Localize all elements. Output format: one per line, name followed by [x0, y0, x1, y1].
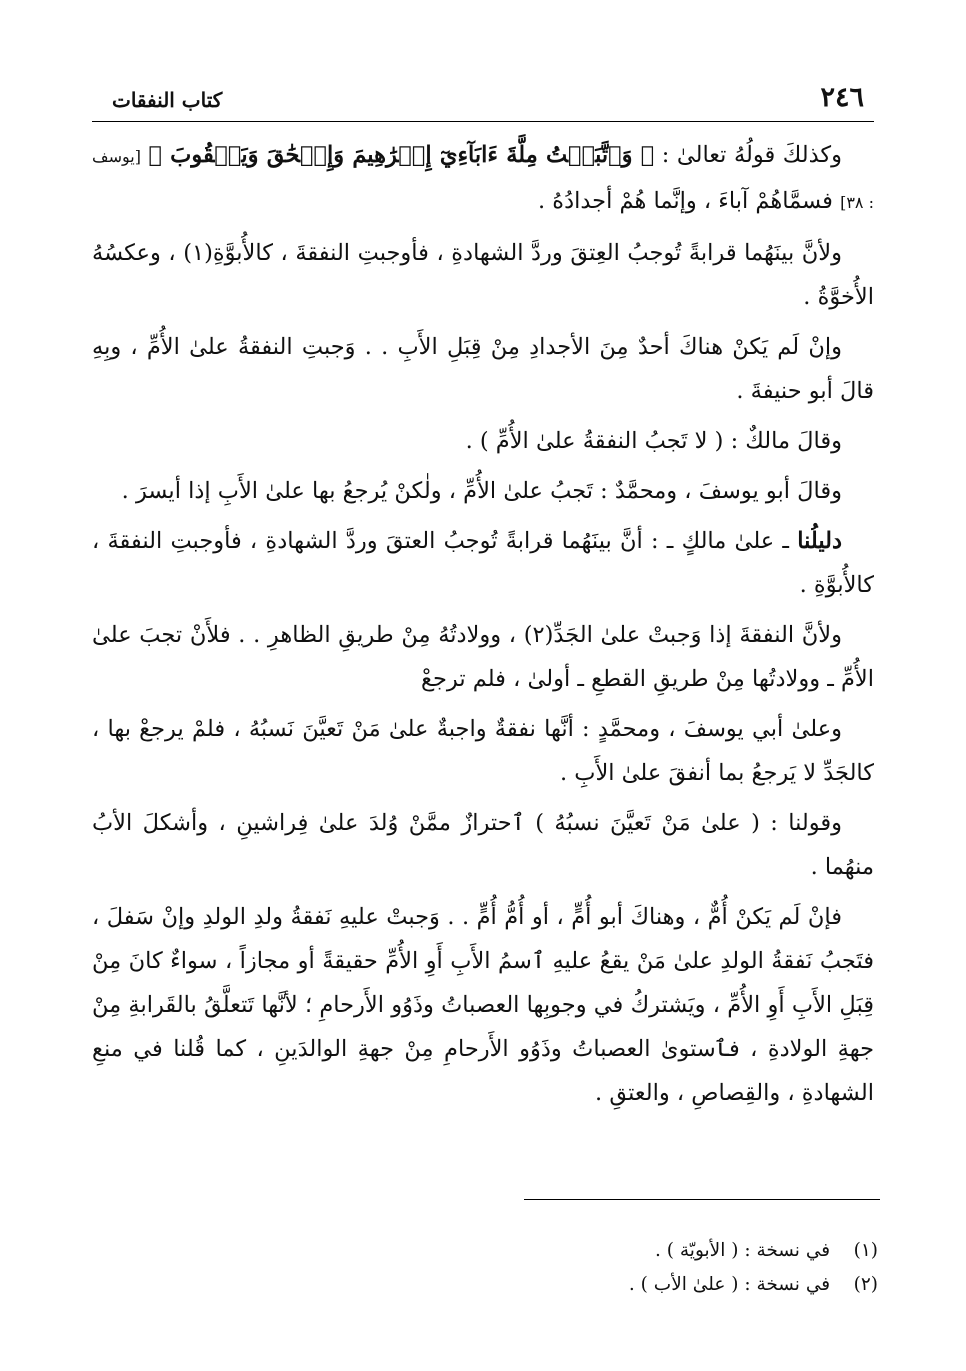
paragraph-5: وقالَ أبو يوسفَ ، ومحمَّدٌ : تَجبُ علىٰ الأُمِّ ، ولٰكنْ يُرجعُ بها علىٰ الأَبِ إذا أيسرَ . [121, 478, 842, 504]
footnote-2 [629, 1268, 878, 1302]
paragraph-3: وإنْ لَم يَكنْ هناكَ أحدٌ مِنَ الأجدادِ مِنْ قِبَلِ الأَبِ . . وَجبتِ النفقةُ علىٰ الأُمِّ ، وبِهِ قالَ أبو حنيفةَ . [92, 334, 874, 404]
paragraph-1 [92, 133, 874, 225]
page-header [92, 80, 874, 120]
paragraph-7: ولأنَّ النفقةَ إذا وَجبتْ علىٰ الجَدِّ(٢) ، وولادتُهُ مِنْ طريقِ الظاهرِ . . فلأَنْ تجبَ علىٰ الأُمِّ ـ وولادتُها مِنْ طريقِ القطعِ ـ أولىٰ ، فلم ترجعْ [92, 622, 874, 692]
paragraph-9: وقولنا : ( علىٰ مَنْ تَعيَّنَ نسبُهُ ) ٱحترازٌ ممَّنْ وُلدَ علىٰ فِراشينِ ، وأشكلَ الأبُ منهُما . [92, 810, 874, 880]
footnote-1-text: في نسخة : ( الأبويّة ) . [655, 1240, 831, 1261]
main-text [92, 133, 874, 1121]
header-divider [92, 121, 874, 122]
paragraph-6 [92, 519, 874, 607]
paragraph-6-rest: ـ علىٰ مالكٍ ـ : أنَّ بينَهُما قرابةً تُوجبُ العتقَ وردَّ الشهادةِ ، فأوجبتِ النفقةَ ، كالأُبوَّةِ . [92, 528, 874, 598]
quran-verse: ﴿ وَٱتَّبَعۡتُ مِلَّةَ ءَابَآءِيٓ إِبۡرَٰهِيمَ وَإِسۡحَٰقَ وَيَعۡقُوبَ ﴾ [148, 142, 655, 168]
paragraph-2: ولأنَّ بينَهُما قرابةً تُوجبُ العِتقَ وردَّ الشهادةِ ، فأوجبتِ النفقةَ ، كالأُبوَّةِ(١) ، وعكسُهُ الأُخوَّةُ . [92, 240, 874, 310]
footnote-1-number: (١) [853, 1240, 878, 1261]
evidence-heading: دليلُنا [797, 528, 842, 554]
paragraph-1-lead: وكذلكَ قولُهُ تعالىٰ : [654, 142, 842, 168]
paragraph-1-rest: فسمَّاهُمْ آباءَ ، وإنَّما هُمْ أجدادُهُ . [538, 188, 833, 214]
verse-reference: [يوسف : ٣٨] [92, 147, 874, 212]
footnote-2-number: (٢) [853, 1274, 878, 1295]
paragraph-8: وعلىٰ أبي يوسفَ ، ومحمَّدٍ : أنَّها نفقةٌ واجبةٌ علىٰ مَنْ تَعيَّنَ نَسبُهُ ، فلمْ يرجعْ بها ، كالجَدِّ لا يَرجعُ بما أنفقَ علىٰ الأَبِ . [92, 716, 874, 786]
footnote-2-text: في نسخة : ( علىٰ الأب ) . [628, 1274, 831, 1295]
page-number: ٢٤٦ [820, 82, 864, 113]
footnotes [629, 1234, 878, 1302]
footnote-1 [629, 1234, 878, 1268]
paragraph-10: فإنْ لَم يَكنْ أُمٌّ ، وهناكَ أبو أُمٍّ ، أو أُمُّ أُمٍّ . . وَجبتْ عليهِ نَفقةُ ولدِ الولدِ وإنْ سَفلَ ، فتَجبُ نَفقةُ الولدِ علىٰ مَنْ يقعُ عليهِ ٱسمُ الأَبِ أَوِ الأُمِّ حقيقةً أو مجازاً ، سواءٌ كانَ مِنْ قِبَلِ الأَبِ أَوِ الأُمِّ ، ويَشتركُ في وجوبِها العصباتُ وذَوُو الأَرحامِ ؛ لأنَّها تَتعلَّقُ بالقَرابةِ مِنْ جهةِ الولادةِ ، فٱستوىٰ العصباتُ وذَوُو الأَرحامِ مِنْ جهةِ الوالدَينِ ، كما قُلنا في منعِ الشهادةِ ، والقِصاصِ ، والعتقِ . [92, 904, 874, 1106]
paragraph-4: وقالَ مالكٌ : ( لا تَجبُ النفقةُ علىٰ الأُمِّ ) . [465, 428, 842, 454]
book-title: كتاب النفقات [112, 88, 223, 112]
footnote-divider [524, 1199, 880, 1200]
